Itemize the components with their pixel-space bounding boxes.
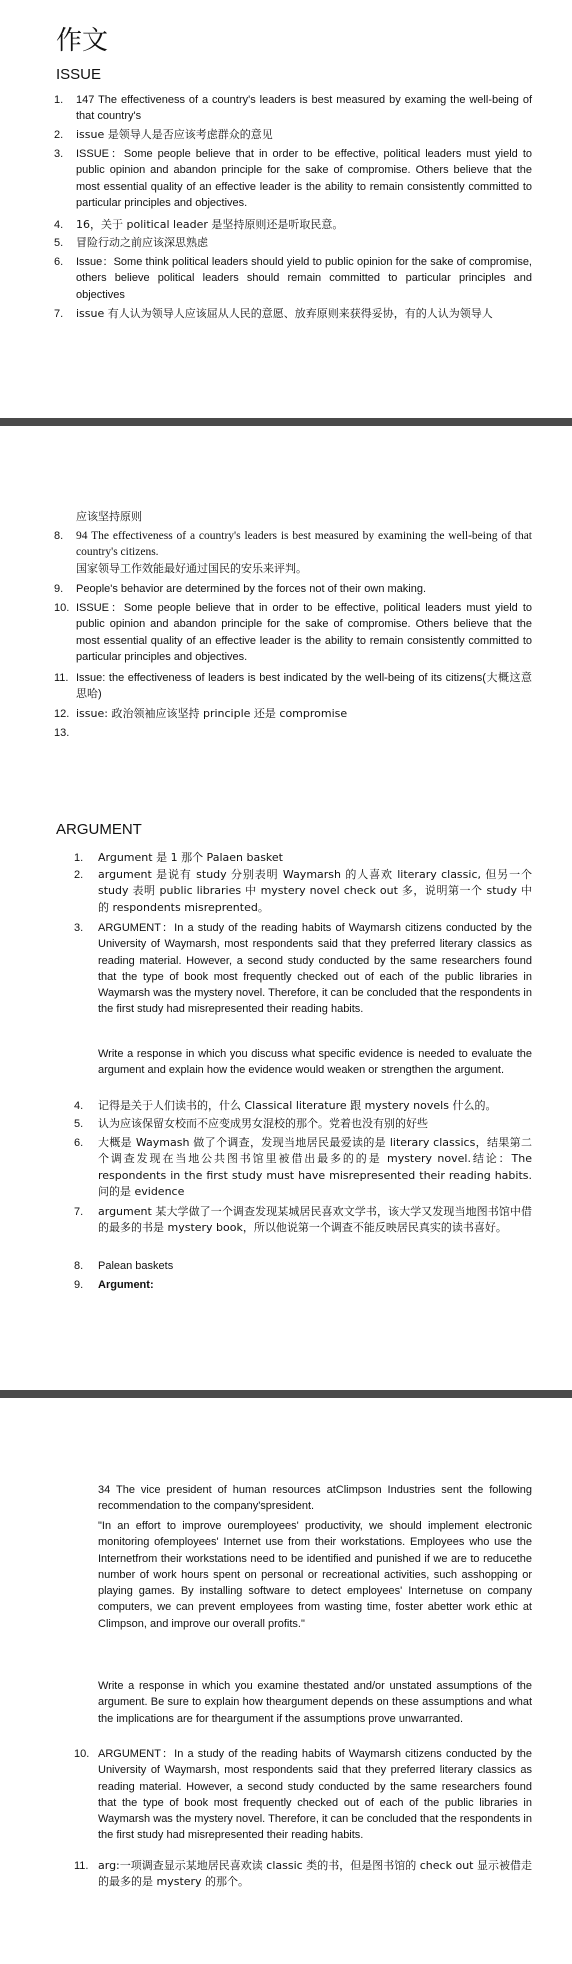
paragraph: "In an effort to improve ouremployees' productivity, we should implement electronic monitoring ofemployees' Internet use from their workstations. Employees who use the Internetfrom their workstations need to be identified and punished if we are to reducethe number of work hours spent on personal or recreational activities, such asshopping or playing games. By installing software to detect employees' Internetuse on company computers, we can prevent employees from wasting time, foster abetter work ethic at Climpson, and improve our overall profits." (98, 1520, 532, 1630)
paragraph: Write a response in which you discuss what specific evidence is needed to evaluate the argument and explain how the evidence would weaken or strengthen the argument. (98, 1048, 532, 1077)
list-item: 11. arg:一项调查显示某地居民喜欢读 classic 类的书，但是图书馆的 check out 显示被借走的最多的是 mystery 的那个。 (74, 1859, 532, 1889)
list-item: 5. 认为应该保留女校而不应变成男女混校的那个。党着也没有别的好些 (74, 1117, 428, 1130)
list-item-continuation: 应该坚持原则 (76, 510, 142, 523)
argument-heading: ARGUMENT (56, 821, 142, 838)
page-divider (0, 418, 572, 426)
list-item: 6. Issue：Some think political leaders should yield to public opinion for the sake of compromise, others believe political leaders should remain committed to particular principles and objectives (54, 256, 532, 301)
page-divider (0, 1390, 572, 1398)
list-item: 4. 记得是关于人们读书的，什么 Classical literature 跟 mystery novels 什么的。 (74, 1099, 497, 1112)
list-item: 3. ISSUE：Some people believe that in order to be effective, political leaders must yield to public opinion and abandon principle for the sake of compromise. Others believe that the most essential quality of an effective leader is the ability to remain consistently committed to particular principles and objectives. (54, 148, 532, 209)
list-item: 9. People's behavior are determined by the forces not of their own making. (54, 583, 427, 595)
list-item: 5. 冒险行动之前应该深思熟虑 (54, 236, 208, 249)
list-item: 4. 16，关于 political leader 是坚持原则还是听取民意。 (54, 218, 344, 231)
list-item: 6. 大概是 Waymash 做了个调查，发现当地居民最爱读的是 literary classics，结果第二个调查发现在当地公共图书馆里被借出最多的的是 mystery novel.结论：The respondents in the first study must have misrepresented their reading habits. 问的是 evidence (74, 1136, 532, 1198)
paragraph: Write a response in which you examine thestated and/or unstated assumptions of the argument. Be sure to explain how theargument depends on these assumptions and what the implications are for theargument if the assumptions prove unwarranted. (98, 1680, 532, 1725)
page-title: 作文 (56, 26, 109, 56)
list-item: 2. issue 是领导人是否应该考虑群众的意见 (54, 128, 273, 141)
list-item: 2. argument 是说有 study 分别表明 Waymarsh 的人喜欢 literary classic, 但另一个 study 表明 public libraries 中 mystery novel check out 多，说明第一个 study 中的 respondents misreprented。 (74, 868, 532, 914)
issue-heading: ISSUE (56, 66, 102, 83)
list-item: 9. Argument: (74, 1279, 154, 1291)
list-item: 10. ARGUMENT：In a study of the reading habits of Waymarsh citizens conducted by the University of Waymarsh, most respondents said that they preferred literary classics as reading material. However, a second study conducted by the same researchers found that the type of book most frequently checked out of each of the public libraries in Waymarsh was the mystery novel. Therefore, it can be concluded that the respondents in the first study had misrepresented their reading habits. (74, 1748, 532, 1842)
list-item: 3. ARGUMENT：In a study of the reading habits of Waymarsh citizens conducted by the University of Waymarsh, most respondents said that they preferred literary classics as reading material. However, a second study conducted by the same researchers found that the type of book most frequently checked out of each of the public libraries in Waymarsh was the mystery novel. Therefore, it can be concluded that the respondents in the first study had misrepresented their reading habits. (74, 922, 532, 1016)
list-item: 7. argument 某大学做了一个调查发现某城居民喜欢文学书，该大学又发现当地图书馆中借的最多的书是 mystery book，所以他说第一个调查不能反映居民真实的读书喜好。 (74, 1205, 532, 1235)
list-item: 10. ISSUE：Some people believe that in order to be effective, political leaders must yield to public opinion and abandon principle for the sake of compromise. Others believe that the most essential quality of an effective leader is the ability to remain consistently committed to particular principles and objectives. (54, 602, 532, 663)
list-item: 7. issue 有人认为领导人应该屈从人民的意愿、放弃原则来获得妥协，有的人认为领导人 (54, 307, 493, 320)
list-item: 11. Issue: the effectiveness of leaders is best indicated by the well-being of its citizens(大概这意思哈) (54, 672, 532, 701)
list-item: 8. 94 The effectiveness of a country's leaders is best measured by examining the well-being of that country's citizens. 国家领导工作效能最好通过国民的安乐来评判。 (54, 530, 532, 575)
list-item: 1. Argument 是 1 那个 Palaen basket (74, 851, 283, 864)
paragraph: 34 The vice president of human resources atClimpson Industries sent the following recommendation to the company'spresident. (98, 1484, 532, 1513)
list-item: 12. issue: 政治领袖应该坚持 principle 还是 compromise (54, 707, 348, 720)
list-item: 1. 147 The effectiveness of a country's leaders is best measured by examing the well-being of that country's (54, 94, 532, 123)
list-item: 8. Palean baskets (74, 1260, 174, 1272)
